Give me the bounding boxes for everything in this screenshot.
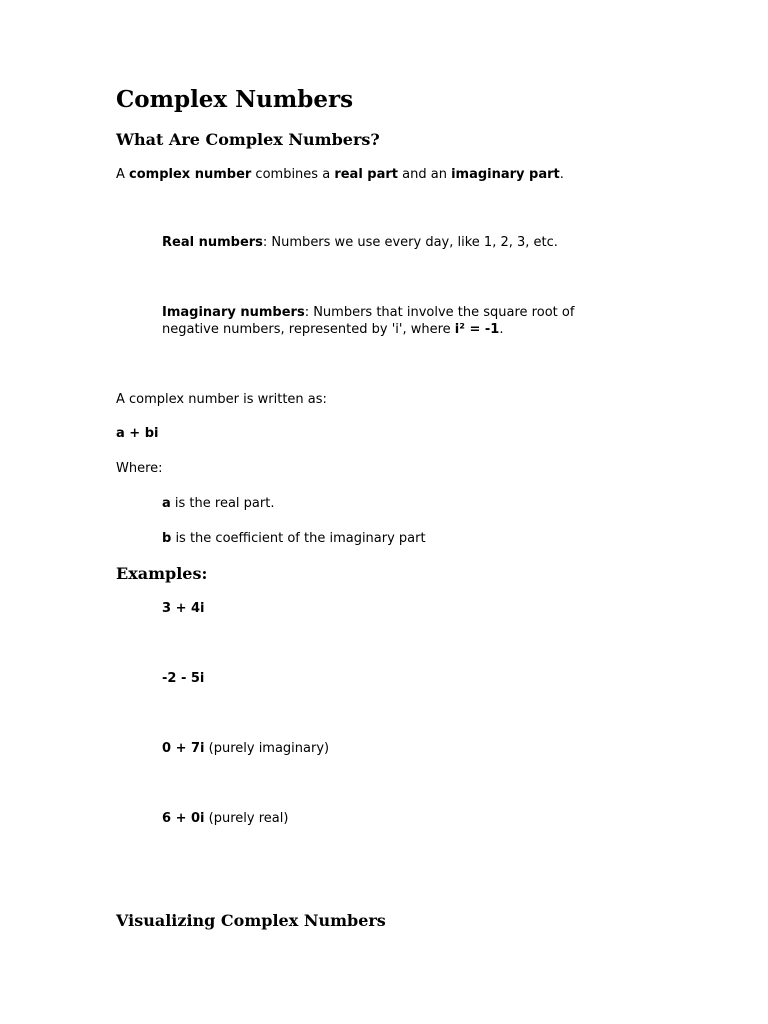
definition-a-term: a [162, 496, 171, 511]
list-item-real-numbers [162, 234, 558, 251]
written-as-text: A complex number is written as: [116, 392, 327, 407]
intro-bold-imaginary-part: imaginary part [451, 167, 560, 182]
definition-b-term: b [162, 531, 172, 546]
section-heading-examples: Examples: [116, 564, 208, 583]
term-real-numbers: Real numbers [162, 235, 263, 250]
formula-i-squared: i² = -1 [454, 322, 500, 337]
page-title: Complex Numbers [116, 86, 354, 113]
where-text: Where: [116, 461, 163, 476]
definition-b-text: is the coefficient of the imaginary part [171, 531, 426, 546]
definition-b [162, 530, 426, 547]
list-item-imaginary-numbers [162, 304, 622, 338]
term-imaginary-numbers: Imaginary numbers [162, 305, 305, 320]
section-heading-what-are: What Are Complex Numbers? [116, 130, 380, 149]
example-item [162, 670, 204, 687]
example-item [162, 600, 205, 617]
intro-paragraph [116, 166, 564, 183]
example-note: (purely real) [204, 811, 289, 826]
desc-real-numbers: : Numbers we use every day, like 1, 2, 3, etc. [262, 235, 558, 250]
intro-text-2: combines a [251, 167, 335, 182]
example-expression: 6 + 0i [162, 811, 205, 826]
intro-bold-real-part: real part [334, 167, 398, 182]
desc-imaginary-end: . [499, 322, 504, 337]
intro-text-1: A [116, 167, 130, 182]
standard-form-formula: a + bi [116, 426, 159, 441]
example-expression: -2 - 5i [162, 671, 205, 686]
example-item [162, 810, 288, 827]
desc-imaginary-numbers: : Numbers that involve the square root of negative numbers, represented by 'i', where [162, 305, 575, 337]
example-expression: 3 + 4i [162, 601, 205, 616]
example-expression: 0 + 7i [162, 741, 205, 756]
intro-text-4: . [559, 167, 564, 182]
example-item [162, 740, 329, 757]
intro-text-3: and an [398, 167, 452, 182]
section-heading-visualizing: Visualizing Complex Numbers [116, 911, 386, 930]
definition-a-text: is the real part. [170, 496, 275, 511]
intro-bold-complex-number: complex number [129, 167, 252, 182]
definition-a [162, 495, 274, 512]
example-note: (purely imaginary) [204, 741, 330, 756]
